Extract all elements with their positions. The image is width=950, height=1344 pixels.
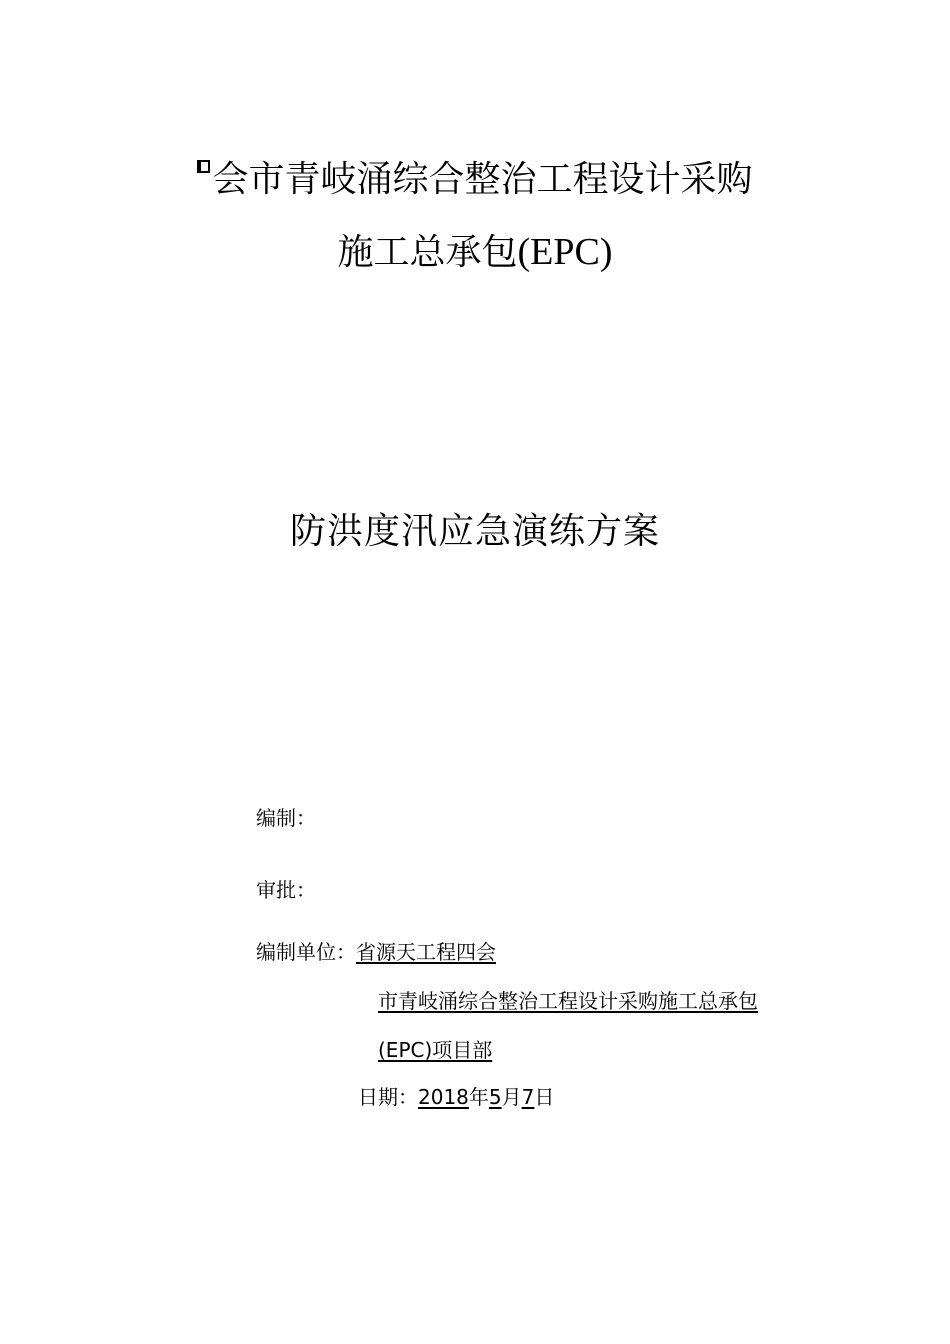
date-year: 2018	[418, 1085, 469, 1109]
date-month: 5	[488, 1085, 502, 1109]
compiling-unit-line-1: 省源天工程四会	[356, 940, 496, 964]
title-line-1-text: 会市青岐涌综合整治工程设计采购	[212, 159, 753, 200]
document-title-line-2	[0, 230, 950, 275]
document-subtitle: 防洪度汛应急演练方案	[289, 511, 660, 552]
date-month-suffix: 月	[501, 1085, 522, 1109]
title-line-2-epc: (EPC)	[517, 231, 613, 273]
date-label: 日期：	[358, 1085, 418, 1109]
compiling-unit-field	[256, 938, 496, 966]
title-line-2-text: 施工总承包	[337, 232, 518, 273]
compiler-label: 编制：	[256, 806, 316, 830]
compiling-unit-label: 编制单位：	[256, 940, 356, 964]
compiling-unit-continuation-2	[378, 1036, 492, 1064]
compiling-unit-line-2: 市青岐涌综合整治工程设计采购施工总承包	[378, 989, 758, 1013]
broken-glyph-icon	[197, 160, 210, 173]
approver-field	[256, 876, 316, 904]
compiling-unit-continuation-1	[378, 987, 758, 1015]
compiling-unit-line-3: (EPC)项目部	[378, 1038, 493, 1062]
date-year-suffix: 年	[468, 1085, 489, 1109]
date-field	[358, 1083, 554, 1111]
date-day: 7	[521, 1085, 535, 1109]
date-day-suffix: 日	[534, 1085, 555, 1109]
approver-label: 审批：	[256, 878, 316, 902]
document-title-line-1	[0, 158, 950, 202]
compiler-field	[256, 804, 316, 832]
